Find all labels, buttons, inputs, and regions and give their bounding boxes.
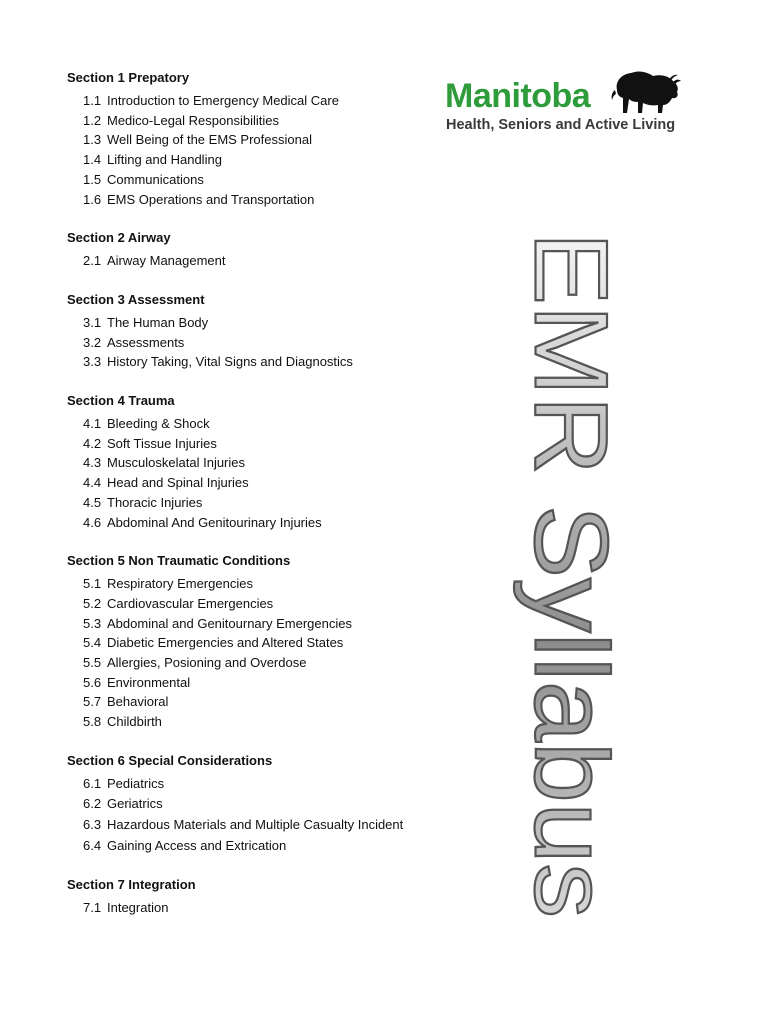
manitoba-logo: [445, 68, 705, 140]
logo-wordmark: Manitoba: [445, 77, 591, 115]
emr-syllabus-vertical-title: [512, 232, 700, 922]
section-title: Section 6 Special Considerations: [67, 752, 273, 768]
toc-item: [67, 91, 487, 111]
toc-item-number: 5.8: [83, 714, 102, 730]
toc-item-number: 5.7: [83, 694, 102, 710]
toc-item: [67, 633, 487, 653]
toc-item-label: Introduction to Emergency Medical Care: [107, 93, 339, 108]
toc-item-number: 5.1: [83, 576, 102, 592]
toc-item-label: Integration: [107, 899, 169, 915]
toc-item-number: 3.3: [83, 354, 102, 370]
toc-item-number: 7.1: [83, 899, 102, 915]
toc-item: [67, 574, 487, 594]
toc-item-label: Musculoskelatal Injuries: [107, 455, 246, 471]
toc-section: [67, 751, 487, 856]
toc-section: [67, 391, 487, 532]
toc-item: [67, 352, 487, 372]
toc-item-label: History Taking, Vital Signs and Diagnostics: [107, 354, 353, 370]
toc-item: [67, 170, 487, 190]
toc-section: [67, 875, 487, 918]
toc-item-number: 4.1: [83, 416, 102, 432]
toc-item: [67, 130, 487, 150]
section-title: Section 3 Assessment: [67, 291, 205, 307]
toc-item: [67, 493, 487, 513]
toc-item: [67, 774, 487, 794]
toc-item-number: 4.4: [83, 475, 102, 491]
toc-item-label: Abdominal and Genitournary Emergencies: [107, 615, 352, 631]
toc-item-label: Behavioral: [107, 694, 169, 710]
section-title: Section 4 Trauma: [67, 393, 175, 409]
toc-section: [67, 551, 487, 732]
toc-item-label: Cardiovascular Emergencies: [107, 595, 274, 611]
toc-item-label: Lifting and Handling: [107, 152, 222, 168]
table-of-contents: [67, 68, 487, 937]
toc-item-label: Communications: [107, 171, 204, 187]
toc-item-number: 6.1: [83, 775, 102, 791]
toc-item: [67, 513, 487, 533]
toc-item: [67, 150, 487, 170]
toc-item-label: Bleeding & Shock: [107, 416, 210, 432]
toc-item: [67, 712, 487, 732]
toc-item-label: Allergies, Posioning and Overdose: [107, 655, 307, 671]
bison-icon: [609, 68, 685, 116]
toc-item-label: Head and Spinal Injuries: [107, 475, 249, 491]
toc-item-number: 1.3: [83, 132, 102, 148]
toc-item-number: 6.3: [83, 817, 102, 833]
toc-item-label: Childbirth: [107, 714, 162, 730]
toc-item: [67, 692, 487, 712]
toc-section: [67, 290, 487, 372]
toc-item-number: 6.2: [83, 795, 102, 811]
toc-item: [67, 251, 487, 271]
toc-item: [67, 898, 487, 918]
toc-item-label: Gaining Access and Extrication: [107, 838, 287, 854]
toc-item: [67, 434, 487, 454]
toc-item: [67, 313, 487, 333]
toc-item-number: 1.6: [83, 191, 102, 207]
toc-item-number: 6.4: [83, 838, 102, 854]
toc-item-label: Airway Management: [107, 253, 226, 269]
toc-item: [67, 190, 487, 210]
toc-item-label: Soft Tissue Injuries: [107, 435, 217, 451]
toc-section: [67, 68, 487, 209]
toc-item: [67, 473, 487, 493]
toc-item-label: Pediatrics: [107, 775, 165, 791]
toc-item-number: 5.3: [83, 615, 102, 631]
toc-item-number: 5.4: [83, 635, 102, 651]
toc-item-label: EMS Operations and Transportation: [107, 191, 315, 207]
toc-item-number: 3.1: [83, 314, 102, 330]
toc-item-number: 4.3: [83, 455, 102, 471]
toc-item: [67, 414, 487, 434]
toc-item: [67, 333, 487, 353]
toc-item-number: 2.1: [83, 253, 102, 269]
logo-subtitle: Health, Seniors and Active Living: [446, 117, 676, 133]
toc-item: [67, 453, 487, 473]
toc-item: [67, 813, 487, 836]
toc-item-label: Diabetic Emergencies and Altered States: [107, 635, 344, 651]
toc-item-number: 5.5: [83, 655, 102, 671]
section-title: Section 5 Non Traumatic Conditions: [67, 553, 291, 569]
section-title: Section 7 Integration: [67, 876, 196, 892]
toc-item-number: 1.4: [83, 152, 102, 168]
toc-item-number: 4.2: [83, 435, 102, 451]
toc-item-number: 3.2: [83, 334, 102, 350]
toc-item: [67, 594, 487, 614]
section-title: Section 2 Airway: [67, 230, 171, 246]
toc-item-label: Assessments: [107, 334, 185, 350]
toc-item: [67, 653, 487, 673]
toc-item-label: Medico-Legal Responsibilities: [107, 112, 279, 128]
toc-item: [67, 673, 487, 693]
toc-item: [67, 111, 487, 131]
toc-item-label: Geriatrics: [107, 795, 163, 811]
vertical-title-text: EMR Syllabus: [512, 232, 629, 886]
toc-item-number: 1.1: [83, 93, 102, 108]
toc-item: [67, 794, 487, 814]
toc-item: [67, 614, 487, 634]
toc-item-label: Well Being of the EMS Professional: [107, 132, 312, 148]
toc-item-label: Abdominal And Genitourinary Injuries: [107, 514, 322, 530]
toc-item-label: Environmental: [107, 674, 191, 690]
toc-item-number: 5.6: [83, 674, 102, 690]
toc-item-label: Respiratory Emergencies: [107, 576, 253, 592]
toc-item-number: 4.5: [83, 494, 102, 510]
toc-item-label: Thoracic Injuries: [107, 494, 203, 510]
toc-item: [67, 836, 487, 856]
toc-item-number: 1.5: [83, 171, 102, 187]
toc-section: [67, 228, 487, 271]
toc-item-number: 1.2: [83, 112, 102, 128]
section-title: Section 1 Prepatory: [67, 70, 190, 85]
toc-item-label: Hazardous Materials and Multiple Casualty Incident: [107, 817, 404, 833]
toc-item-number: 4.6: [83, 514, 102, 530]
toc-item-number: 5.2: [83, 595, 102, 611]
toc-item-label: The Human Body: [107, 314, 209, 330]
